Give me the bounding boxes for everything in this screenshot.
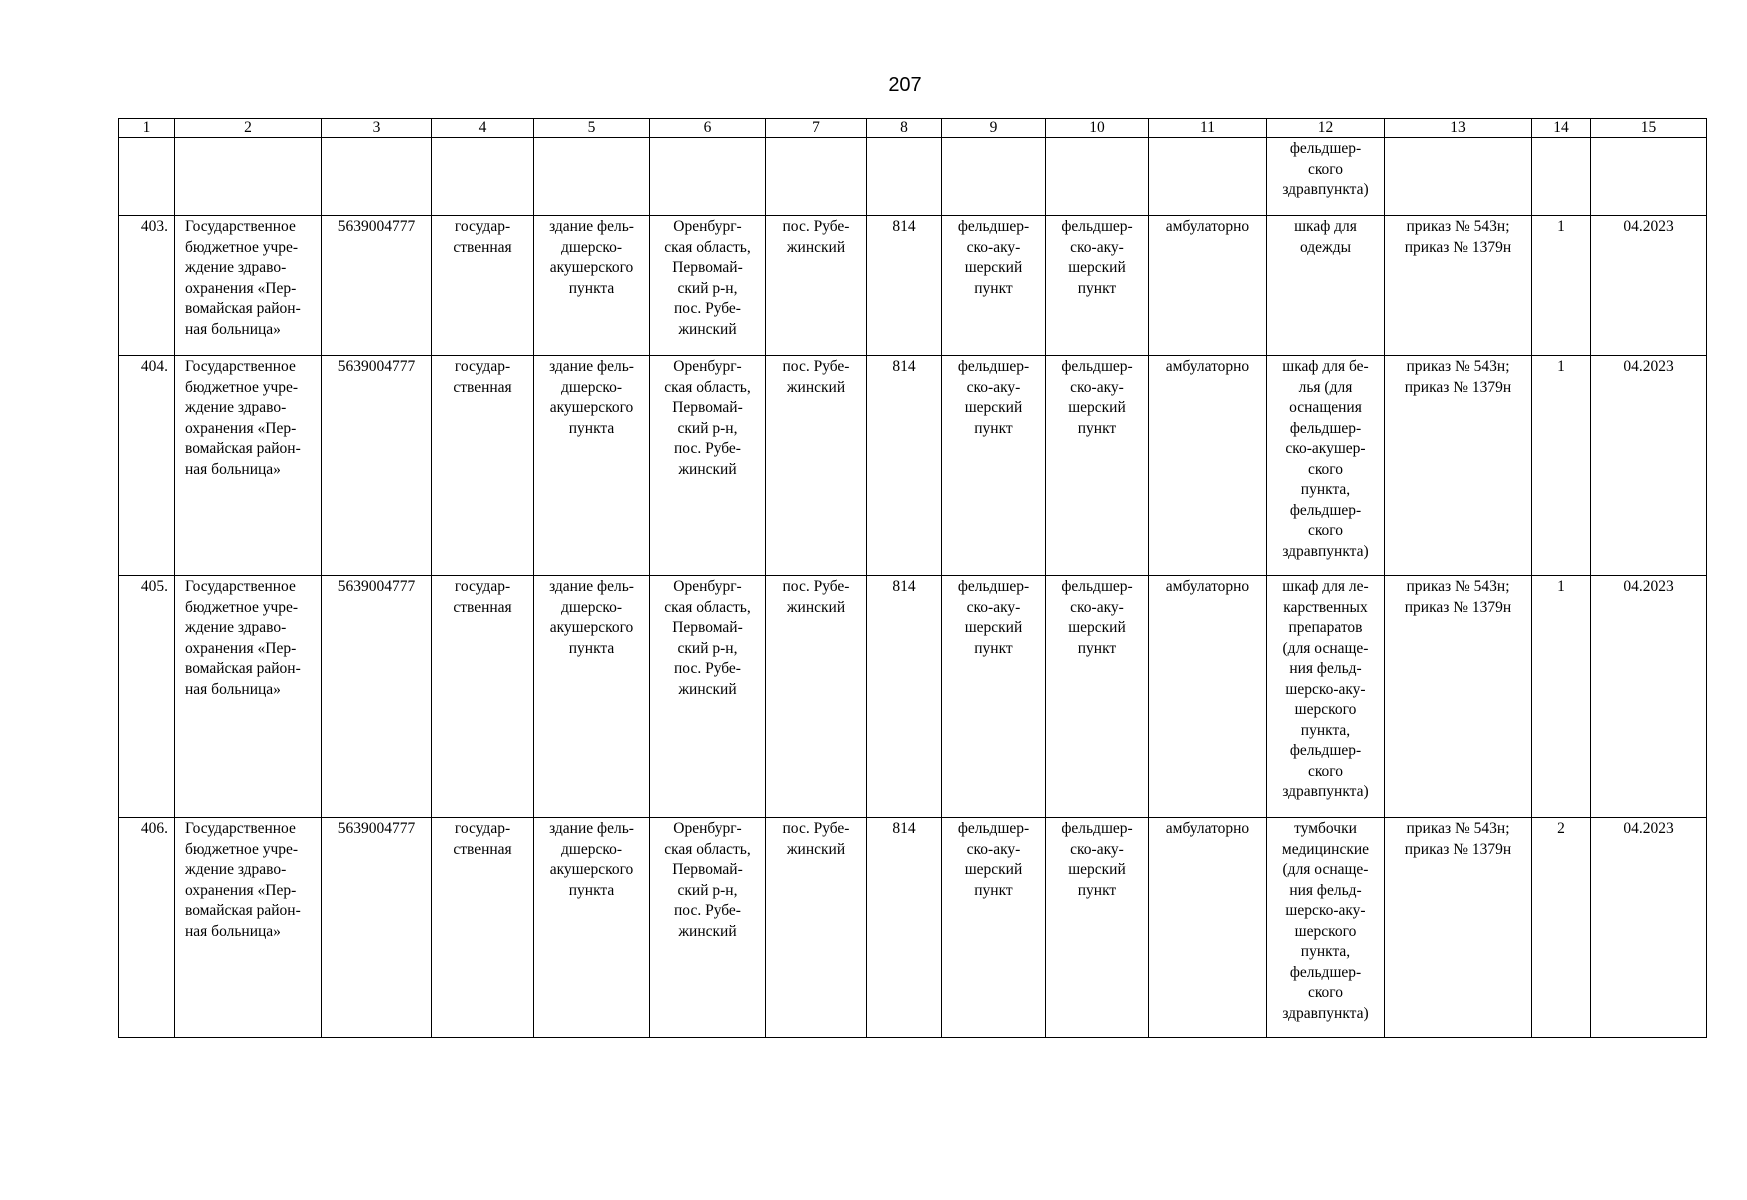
inn-cell: 5639004777 [322,356,432,576]
column-header: 14 [1532,119,1591,138]
cell-line: ского [1307,522,1344,539]
cell-line: медицинские [1281,840,1370,858]
cell-line: Первомай- [672,399,743,416]
cell-line: ский р-н, [677,419,738,437]
cell-line: приказ № 543н; [1406,218,1510,235]
date-cell: 04.2023 [1591,356,1707,576]
cell-line: (для оснаще- [1282,639,1369,657]
equipment-cell [1267,138,1385,216]
cell-line: пункта [568,881,615,899]
cell-line: шерский [1068,399,1126,416]
cell-line: бюджетное учре- [185,840,299,858]
cell-line: ский р-н, [677,881,738,899]
cell-line: пос. Рубе- [782,578,850,595]
equipment-cell [1267,216,1385,356]
cell-line: ская область, [664,598,751,616]
inn-cell: 5639004777 [322,216,432,356]
table-cell [1046,138,1149,216]
cell-line: ско-аку- [1070,598,1124,616]
building-cell [534,818,650,1038]
ownership-cell [432,216,534,356]
column-header: 9 [942,119,1046,138]
cell-line: пункта, [1300,721,1351,739]
cell-line: ственная [453,598,512,616]
cell-line: дшерско- [561,840,622,858]
date-cell: 04.2023 [1591,576,1707,818]
cell-line: ная больница» [185,680,281,698]
cell-line: пункт [974,279,1013,297]
cell-line: акушерского [549,259,634,276]
cell-line: ждение здраво- [185,399,287,416]
table-cell [942,138,1046,216]
cell-line: пункт [1077,881,1117,899]
cell-line: фельдшер- [957,358,1030,375]
column-header: 2 [175,119,322,138]
cell-line: приказ № 543н; [1406,578,1510,595]
cell-line: ственная [453,840,512,858]
cell-line: оснащения [1289,399,1362,416]
cell-line: шерский [964,861,1023,878]
column-header: 15 [1591,119,1707,138]
cell-line: жинский [678,460,737,478]
cell-line: вомайская район- [185,440,301,457]
row-number-cell: 406. [119,818,175,1038]
code-cell: 814 [867,576,942,818]
cell-line: приказ № 1379н [1404,840,1512,858]
equipment-cell [1267,356,1385,576]
cell-line: Оренбург- [673,358,742,375]
unit-type-cell [942,576,1046,818]
unit-name-cell [1046,818,1149,1038]
institution-cell [175,216,322,356]
cell-line: бюджетное учре- [185,378,299,396]
cell-line: фельдшер- [1289,140,1362,157]
inn-cell: 5639004777 [322,818,432,1038]
institution-cell [175,576,322,818]
cell-line: Государственное [185,218,296,235]
care-form-cell: амбулаторно [1149,576,1267,818]
cell-line: пункт [1077,279,1117,297]
cell-line: дшерско- [561,598,622,616]
cell-line: ния фельд- [1289,660,1362,677]
row-number-cell: 404. [119,356,175,576]
unit-type-cell [942,216,1046,356]
cell-line: государ- [454,820,511,837]
code-cell: 814 [867,216,942,356]
column-header: 11 [1149,119,1267,138]
page-number: 207 [888,74,922,96]
cell-line: ждение здраво- [185,619,287,636]
table-cell [650,138,766,216]
cell-line: государ- [454,358,511,375]
row-number-cell: 403. [119,216,175,356]
table-cell [432,138,534,216]
cell-line: Первомай- [672,619,743,636]
table-row [119,576,1707,818]
cell-line: здравпункта) [1282,542,1369,560]
cell-line: ского [1307,460,1344,478]
row-number-cell: 405. [119,576,175,818]
inn-cell: 5639004777 [322,576,432,818]
cell-line: вомайская район- [185,902,301,919]
institution-cell [175,818,322,1038]
settlement-cell [766,576,867,818]
cell-line: жинский [786,378,846,396]
unit-type-cell [942,818,1046,1038]
cell-line: государ- [454,218,511,235]
cell-line: фельдшер- [1289,963,1362,981]
orders-cell [1385,216,1532,356]
cell-line: здание фель- [549,578,634,595]
column-header: 3 [322,119,432,138]
cell-line: (для оснаще- [1282,861,1369,878]
cell-line: пос. Рубе- [674,300,741,317]
column-header: 13 [1385,119,1532,138]
cell-line: пункт [1077,419,1117,437]
cell-line: охранения «Пер- [185,419,297,437]
cell-line: пункта [568,279,615,297]
cell-line: шерский [964,399,1023,416]
cell-line: пункта [568,639,615,657]
cell-line: акушерского [549,619,634,636]
continuation-row [119,138,1707,216]
cell-line: ско-акушер- [1285,440,1366,457]
unit-name-cell [1046,576,1149,818]
table-cell [1532,138,1591,216]
cell-line: Оренбург- [673,578,742,595]
cell-line: шерского [1294,701,1357,718]
cell-line: бюджетное учре- [185,238,299,256]
orders-cell [1385,576,1532,818]
cell-line: ско-аку- [966,598,1021,616]
cell-line: жинский [786,238,846,256]
cell-line: ская область, [664,238,751,256]
address-cell [650,818,766,1038]
care-form-cell: амбулаторно [1149,356,1267,576]
cell-line: ский р-н, [677,639,738,657]
ownership-cell [432,818,534,1038]
cell-line: здание фель- [549,820,634,837]
cell-line: ждение здраво- [185,259,287,276]
cell-line: приказ № 543н; [1406,358,1510,375]
settlement-cell [766,216,867,356]
unit-name-cell [1046,216,1149,356]
column-header: 5 [534,119,650,138]
cell-line: жинский [786,840,846,858]
cell-line: пос. Рубе- [674,902,741,919]
cell-line: пос. Рубе- [782,358,850,375]
cell-line: ская область, [664,840,751,858]
table-cell [175,138,322,216]
cell-line: Государственное [185,358,296,375]
cell-line: акушерского [549,861,634,878]
cell-line: пункта, [1300,943,1351,960]
date-cell: 04.2023 [1591,818,1707,1038]
cell-line: ско-аку- [1070,378,1124,396]
cell-line: пункт [974,639,1013,657]
address-cell [650,216,766,356]
cell-line: фельдшер- [957,578,1030,595]
code-cell: 814 [867,356,942,576]
cell-line: пункт [974,881,1013,899]
cell-line: шерский [1068,619,1126,636]
table-row [119,216,1707,356]
cell-line: пос. Рубе- [674,440,741,457]
table-cell [1149,138,1267,216]
cell-line: приказ № 543н; [1406,820,1510,837]
cell-line: фельдшер- [1061,358,1133,375]
code-cell: 814 [867,818,942,1038]
column-header: 8 [867,119,942,138]
cell-line: шкаф для бе- [1282,358,1369,375]
equipment-cell [1267,818,1385,1038]
cell-line: жинский [678,922,737,940]
table-cell [119,138,175,216]
cell-line: шкаф для [1294,218,1357,235]
cell-line: шерский [964,259,1023,276]
cell-line: шерский [964,619,1023,636]
table-cell [766,138,867,216]
cell-line: ская область, [664,378,751,396]
cell-line: шерский [1068,861,1126,878]
cell-line: жинский [786,598,846,616]
cell-line: ско-аку- [966,378,1021,396]
column-number-header-row [119,119,1707,138]
cell-line: препаратов [1288,619,1363,636]
ownership-cell [432,356,534,576]
column-header: 10 [1046,119,1149,138]
column-header: 6 [650,119,766,138]
cell-line: ско-аку- [966,840,1021,858]
quantity-cell: 1 [1532,356,1591,576]
cell-line: ственная [453,378,512,396]
cell-line: вомайская район- [185,660,301,677]
cell-line: приказ № 1379н [1404,238,1512,256]
cell-line: тумбочки [1294,820,1357,837]
cell-line: фельдшер- [1289,742,1362,759]
cell-line: пункта [568,419,615,437]
cell-line: ния фельд- [1289,881,1362,899]
cell-line: дшерско- [561,378,622,396]
cell-line: Первомай- [672,259,743,276]
cell-line: Государственное [185,820,296,837]
cell-line: здравпункта) [1282,1004,1369,1022]
cell-line: пос. Рубе- [782,218,850,235]
cell-line: лья (для [1298,378,1353,396]
cell-line: ский р-н, [677,279,738,297]
table-row [119,818,1707,1038]
cell-line: здравпункта) [1282,181,1369,198]
cell-line: дшерско- [561,238,622,256]
quantity-cell: 1 [1532,216,1591,356]
cell-line: Первомай- [672,861,743,878]
cell-line: Оренбург- [673,820,742,837]
cell-line: шерский [1068,259,1126,276]
cell-line: вомайская район- [185,300,301,317]
cell-line: фельдшер- [957,218,1030,235]
cell-line: приказ № 1379н [1404,378,1512,396]
cell-line: акушерского [549,399,634,416]
cell-line: фельдшер- [1061,578,1133,595]
cell-line: ная больница» [185,922,281,940]
cell-line: шерско-аку- [1285,902,1366,919]
unit-name-cell [1046,356,1149,576]
cell-line: ско-аку- [1070,238,1124,256]
cell-line: здание фель- [549,218,634,235]
equipment-cell [1267,576,1385,818]
cell-line: здание фель- [549,358,634,375]
cell-line: жинский [678,680,737,698]
address-cell [650,576,766,818]
table-cell [867,138,942,216]
cell-line: жинский [678,320,737,338]
orders-cell [1385,356,1532,576]
cell-line: бюджетное учре- [185,598,299,616]
table-cell [534,138,650,216]
settlement-cell [766,818,867,1038]
cell-line: приказ № 1379н [1404,598,1512,616]
cell-line: Оренбург- [673,218,742,235]
column-header: 1 [119,119,175,138]
cell-line: фельдшер- [1061,218,1133,235]
building-cell [534,216,650,356]
cell-line: охранения «Пер- [185,881,297,899]
column-header: 12 [1267,119,1385,138]
cell-line: шерского [1294,922,1357,940]
settlement-cell [766,356,867,576]
quantity-cell: 2 [1532,818,1591,1038]
building-cell [534,356,650,576]
orders-cell [1385,818,1532,1038]
cell-line: ского [1307,160,1344,178]
address-cell [650,356,766,576]
cell-line: пос. Рубе- [674,660,741,677]
date-cell: 04.2023 [1591,216,1707,356]
cell-line: ственная [453,238,512,256]
cell-line: ная больница» [185,320,281,338]
table-cell [322,138,432,216]
cell-line: фельдшер- [957,820,1030,837]
cell-line: ная больница» [185,460,281,478]
table-cell [1591,138,1707,216]
cell-line: карственных [1283,598,1368,616]
cell-line: государ- [454,578,511,595]
cell-line: фельдшер- [1061,820,1133,837]
ownership-cell [432,576,534,818]
cell-line: здравпункта) [1282,783,1369,800]
cell-line: шерско-аку- [1285,680,1366,698]
column-header: 4 [432,119,534,138]
cell-line: ского [1307,762,1344,780]
equipment-registry-table [118,118,1707,1038]
cell-line: ско-аку- [966,238,1021,256]
cell-line: ско-аку- [1070,840,1124,858]
cell-line: ждение здраво- [185,861,287,878]
cell-line: охранения «Пер- [185,639,297,657]
table-cell [1385,138,1532,216]
cell-line: шкаф для ле- [1282,578,1369,595]
table-row [119,356,1707,576]
building-cell [534,576,650,818]
institution-cell [175,356,322,576]
cell-line: пункт [1077,639,1117,657]
cell-line: охранения «Пер- [185,279,297,297]
cell-line: фельдшер- [1289,501,1362,519]
care-form-cell: амбулаторно [1149,216,1267,356]
cell-line: ского [1307,984,1344,1001]
cell-line: пункта, [1300,481,1351,498]
cell-line: пункт [974,419,1013,437]
quantity-cell: 1 [1532,576,1591,818]
cell-line: фельдшер- [1289,419,1362,437]
column-header: 7 [766,119,867,138]
unit-type-cell [942,356,1046,576]
cell-line: одежды [1299,238,1352,256]
care-form-cell: амбулаторно [1149,818,1267,1038]
cell-line: Государственное [185,578,296,595]
cell-line: пос. Рубе- [782,820,850,837]
